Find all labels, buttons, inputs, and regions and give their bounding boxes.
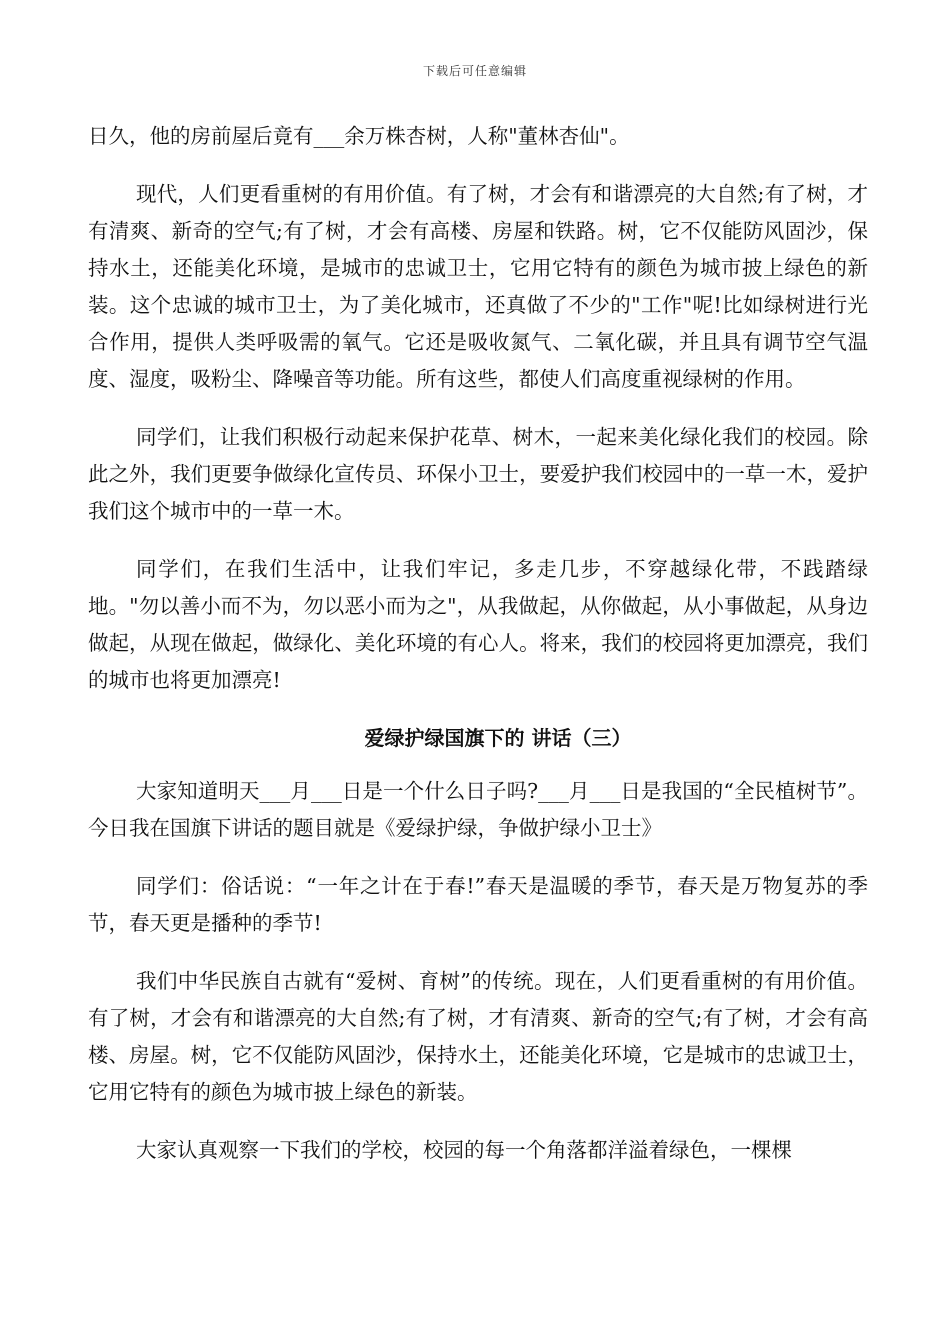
paragraph: 大家认真观察一下我们的学校，校园的每一个角落都洋溢着绿色，一棵棵: [136, 1138, 792, 1162]
paragraph: 同学们，在我们生活中，让我们牢记，多走几步，不穿越绿化带，不践踏绿地。"勿以善小而不为，勿以恶小而为之"，从我做起，从你做起，从小事做起，从身边做起，从现在做起，做绿化、美化环境的有心人。将来，我们的校园将更加漂亮，我们的城市也将更加漂亮!: [88, 557, 868, 692]
section-title: 爱绿护绿国旗下的 讲话（三）: [364, 726, 632, 750]
paragraph: 同学们：俗话说：“一年之计在于春!”春天是温暖的季节，春天是万物复苏的季节，春天更是播种的季节!: [88, 874, 868, 935]
paragraph-continuation: 日久，他的房前屋后竟有___余万株杏树，人称"董林杏仙"。: [88, 124, 630, 148]
paragraph: 大家知道明天___月___日是一个什么日子吗?___月___日是我国的“全民植树节”。今日我在国旗下讲话的题目就是《爱绿护绿，争做护绿小卫士》: [88, 779, 868, 840]
paragraph: 现代，人们更看重树的有用价值。有了树，才会有和谐漂亮的大自然;有了树，才有清爽、新奇的空气;有了树，才会有高楼、房屋和铁路。树，它不仅能防风固沙，保持水土，还能美化环境，是城市的忠诚卫士，它用它特有的颜色为城市披上绿色的新装。这个忠诚的城市卫士，为了美化城市，还真做了不少的"工作"呢!比如绿树进行光合作用，提供人类呼吸需的氧气。它还是吸收氮气、二氧化碳，并且具有调节空气温度、湿度，吸粉尘、降噪音等功能。所有这些，都使人们高度重视绿树的作用。: [88, 182, 868, 391]
paragraph: 同学们，让我们积极行动起来保护花草、树木，一起来美化绿化我们的校园。除此之外，我们更要争做绿化宣传员、环保小卫士，要爱护我们校园中的一草一木，爱护我们这个城市中的一草一木。: [88, 425, 868, 523]
page-header-note: 下载后可任意编辑: [422, 64, 527, 78]
paragraph: 我们中华民族自古就有“爱树、育树”的传统。现在，人们更看重树的有用价值。有了树，才会有和谐漂亮的大自然;有了树，才有清爽、新奇的空气;有了树，才会有高楼、房屋。树，它不仅能防风固沙，保持水土，还能美化环境，它是城市的忠诚卫士，它用它特有的颜色为城市披上绿色的新装。: [88, 969, 868, 1104]
document-body: [88, 118, 868, 1190]
